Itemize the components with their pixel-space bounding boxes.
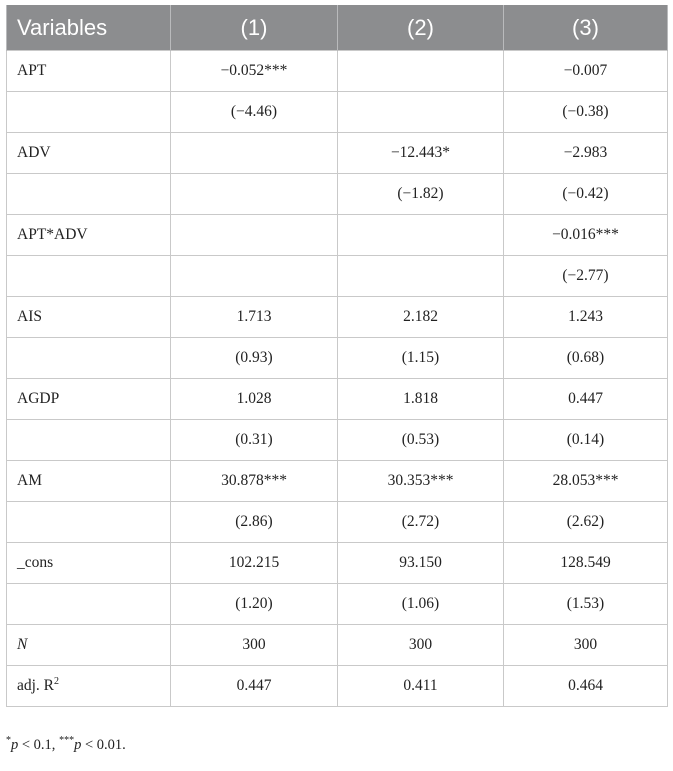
table-row [7, 92, 668, 133]
table-cell: (−2.77) [504, 256, 668, 297]
row-label [7, 338, 171, 379]
table-row [7, 51, 668, 92]
table-row [7, 420, 668, 461]
table-cell: (−1.82) [338, 174, 504, 215]
table-cell: −0.007 [504, 51, 668, 92]
row-label-n: N [7, 625, 171, 666]
table-cell [171, 256, 338, 297]
table-cell: 1.818 [338, 379, 504, 420]
table-row [7, 625, 668, 666]
table-cell: (0.68) [504, 338, 668, 379]
header-model-1: (1) [171, 5, 338, 51]
table-cell: 1.713 [171, 297, 338, 338]
table-cell: 0.411 [338, 666, 504, 707]
row-label [7, 502, 171, 543]
table-cell [338, 92, 504, 133]
footnote-text-1: < 0.1, [18, 737, 60, 753]
table-cell: (1.15) [338, 338, 504, 379]
footnote-mark-1: * [6, 735, 11, 747]
row-label: APT [7, 51, 171, 92]
table-cell: 102.215 [171, 543, 338, 584]
row-label [7, 92, 171, 133]
table-cell: 1.028 [171, 379, 338, 420]
table-cell: (−0.38) [504, 92, 668, 133]
row-label [7, 174, 171, 215]
table-cell: (1.53) [504, 584, 668, 625]
table-cell: 30.353*** [338, 461, 504, 502]
table-row [7, 666, 668, 707]
table-row [7, 379, 668, 420]
table-cell: (1.20) [171, 584, 338, 625]
footnote-var-1: p [11, 737, 19, 753]
table-cell [338, 215, 504, 256]
row-label [7, 420, 171, 461]
table-cell: 300 [338, 625, 504, 666]
table-cell: (0.14) [504, 420, 668, 461]
table-row [7, 297, 668, 338]
table-cell [171, 215, 338, 256]
table-cell: (2.86) [171, 502, 338, 543]
footnote-var-2: p [74, 737, 82, 753]
table-cell: 2.182 [338, 297, 504, 338]
table-cell: 0.447 [171, 666, 338, 707]
table-cell: 93.150 [338, 543, 504, 584]
table-row [7, 174, 668, 215]
table-cell [171, 133, 338, 174]
footnote-mark-2: *** [59, 735, 75, 747]
row-label: AGDP [7, 379, 171, 420]
table-cell: (2.62) [504, 502, 668, 543]
table-cell: 300 [504, 625, 668, 666]
row-label: AM [7, 461, 171, 502]
table-cell: 128.549 [504, 543, 668, 584]
header-model-3: (3) [504, 5, 668, 51]
table-row [7, 256, 668, 297]
table-row [7, 133, 668, 174]
header-model-2: (2) [338, 5, 504, 51]
table-row [7, 215, 668, 256]
table-cell [338, 256, 504, 297]
table-row [7, 461, 668, 502]
row-label [7, 584, 171, 625]
header-variables: Variables [7, 5, 171, 51]
table-row [7, 584, 668, 625]
table-row [7, 543, 668, 584]
table-cell: −12.443* [338, 133, 504, 174]
row-label-adj-r2 [7, 666, 171, 707]
table-cell [171, 174, 338, 215]
table-cell: (1.06) [338, 584, 504, 625]
table-cell: 300 [171, 625, 338, 666]
table-cell: (−4.46) [171, 92, 338, 133]
table-cell [338, 51, 504, 92]
table-cell: 30.878*** [171, 461, 338, 502]
adj-r-superscript: 2 [54, 675, 60, 687]
table-cell: (0.53) [338, 420, 504, 461]
table-cell: 1.243 [504, 297, 668, 338]
row-label: _cons [7, 543, 171, 584]
table-cell: 0.464 [504, 666, 668, 707]
footnote-text-2: < 0.01. [81, 737, 126, 753]
table-cell: (0.93) [171, 338, 338, 379]
table-cell: (2.72) [338, 502, 504, 543]
regression-table-container [6, 5, 667, 707]
row-label: AIS [7, 297, 171, 338]
table-row [7, 338, 668, 379]
adj-r-text: adj. R [17, 677, 55, 694]
table-header-row [7, 5, 668, 51]
table-cell: 0.447 [504, 379, 668, 420]
table-cell: −0.016*** [504, 215, 668, 256]
table-cell: (0.31) [171, 420, 338, 461]
table-cell: −0.052*** [171, 51, 338, 92]
table-footnote [6, 737, 126, 754]
table-cell: 28.053*** [504, 461, 668, 502]
row-label: APT*ADV [7, 215, 171, 256]
table-cell: −2.983 [504, 133, 668, 174]
row-label [7, 256, 171, 297]
table-row [7, 502, 668, 543]
row-label: ADV [7, 133, 171, 174]
regression-table [6, 5, 668, 707]
table-cell: (−0.42) [504, 174, 668, 215]
